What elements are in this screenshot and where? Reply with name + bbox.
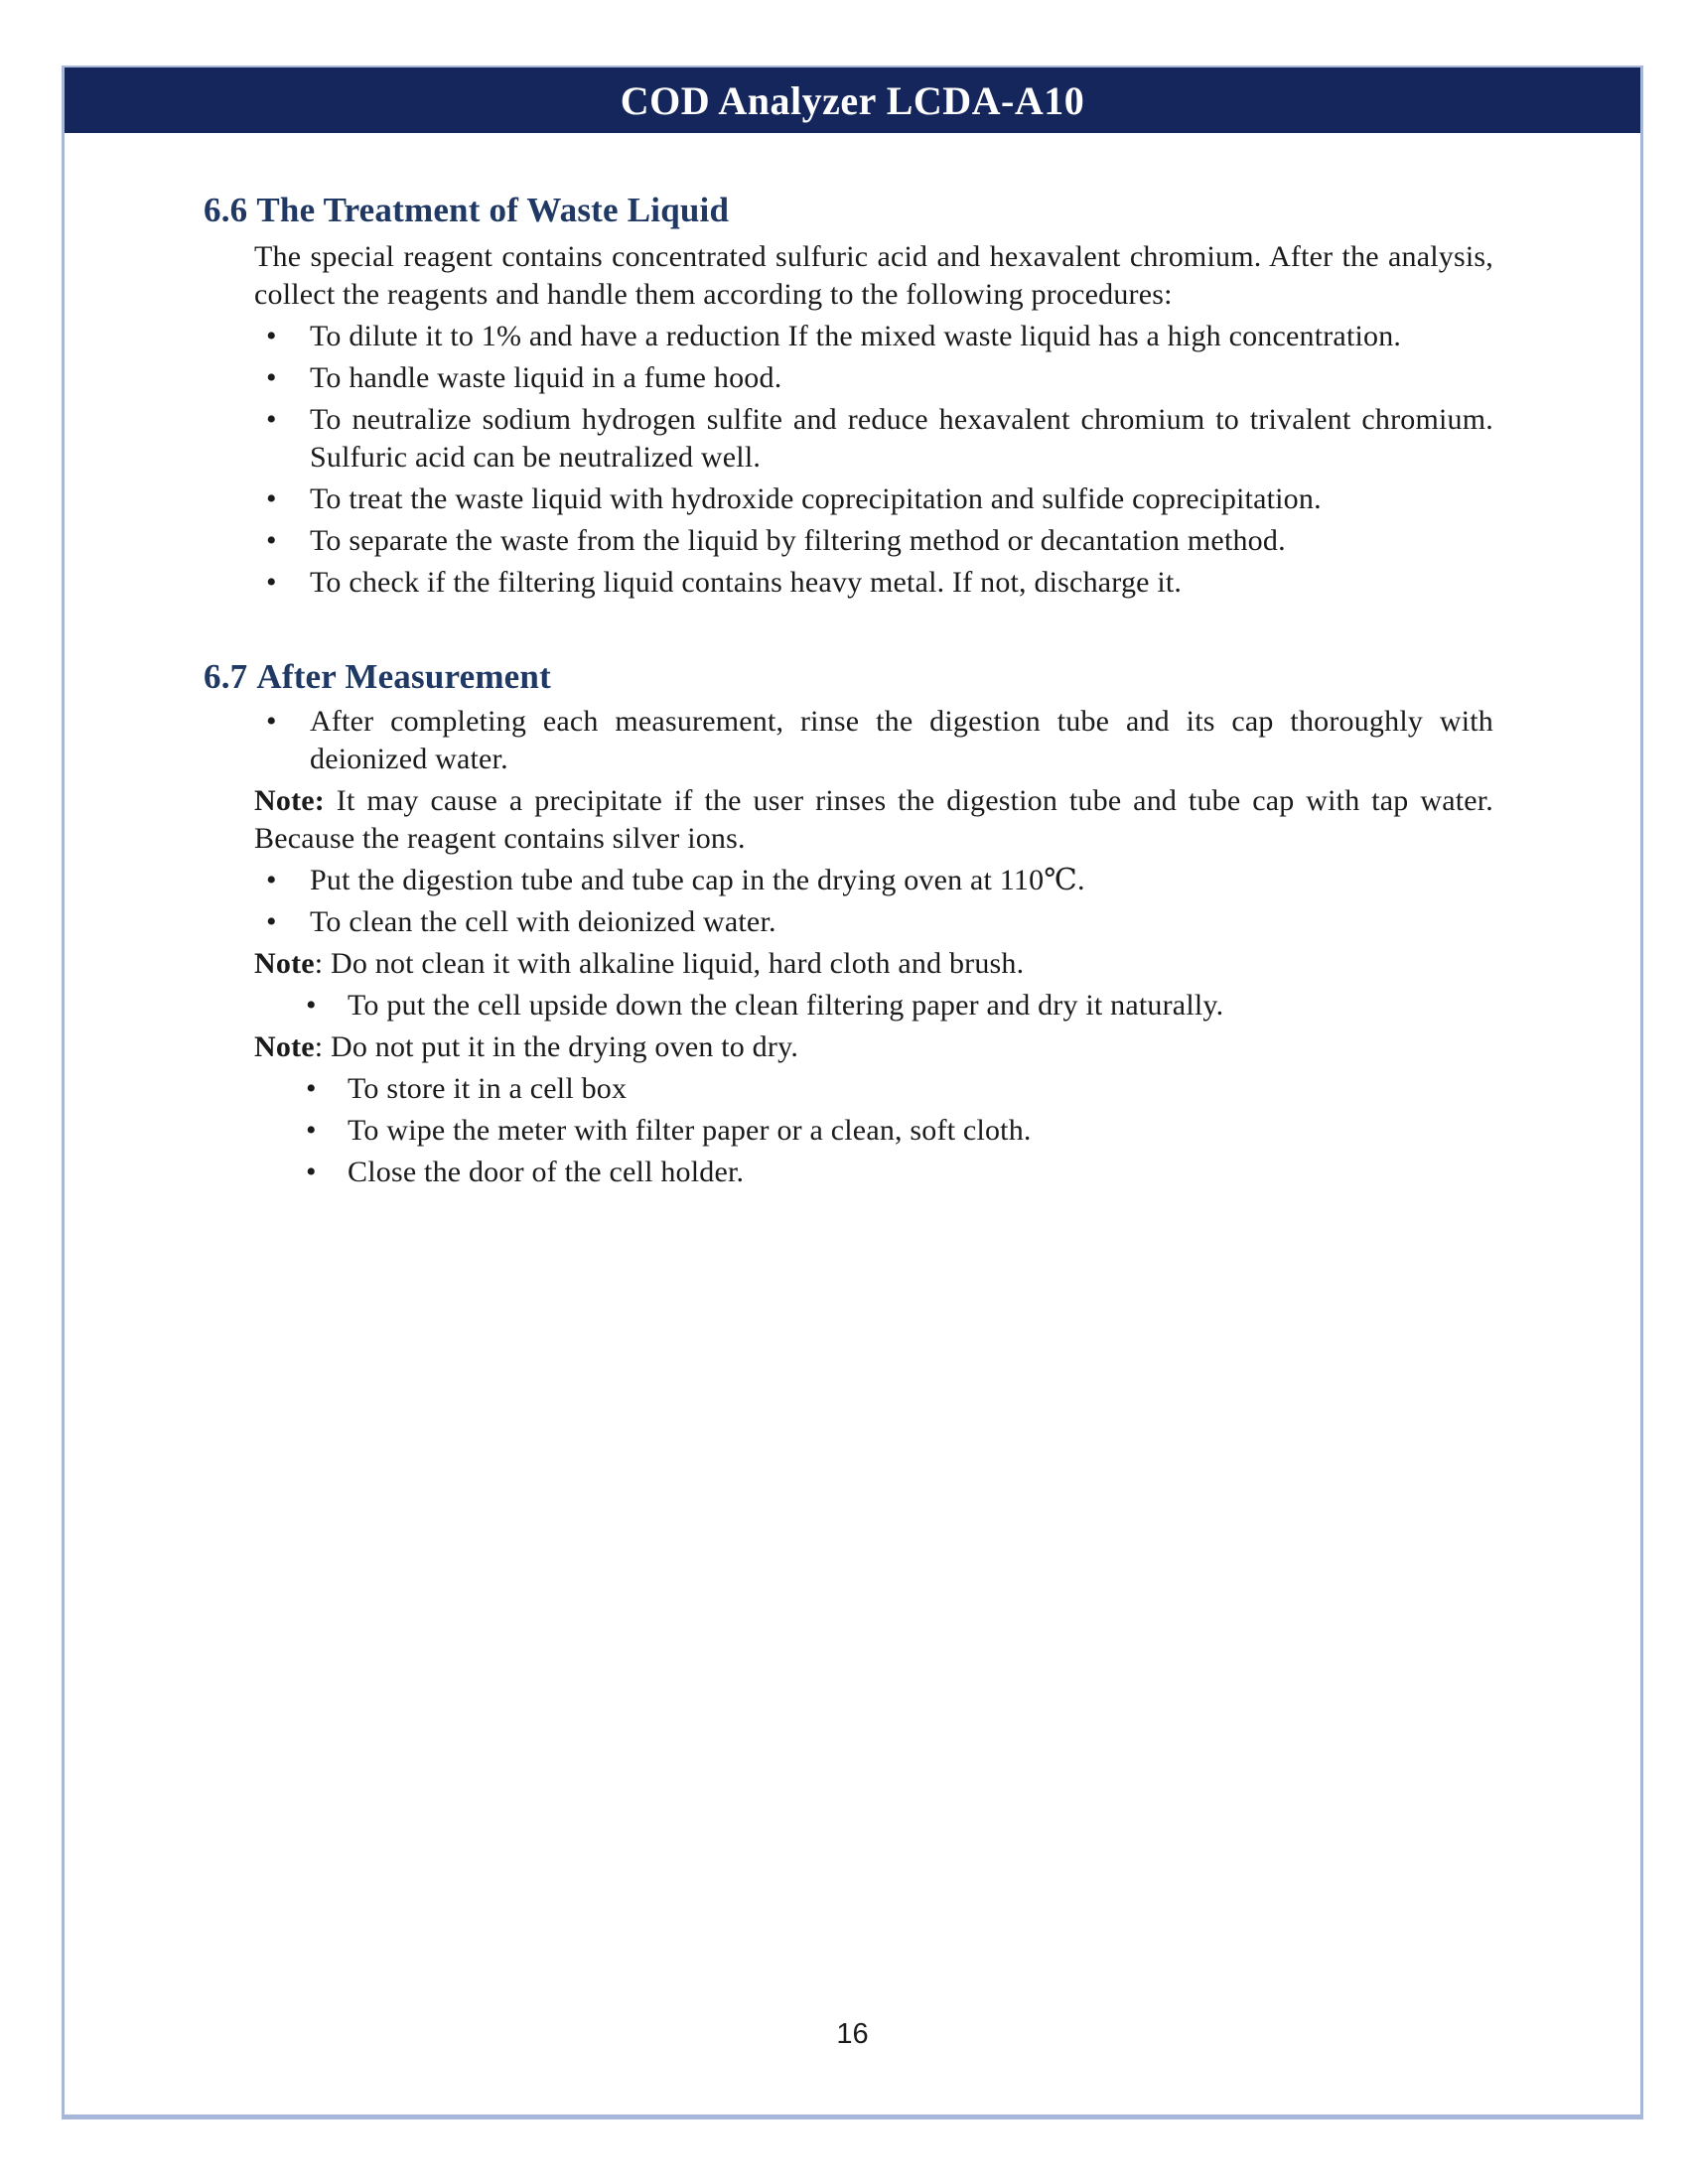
document-page xyxy=(62,66,1643,2119)
note-text: : Do not clean it with alkaline liquid, hard cloth and brush. xyxy=(314,947,1025,980)
page-content xyxy=(65,189,1640,1191)
document-title: COD Analyzer LCDA-A10 xyxy=(620,77,1085,123)
bullet-icon: • xyxy=(266,905,277,938)
bullet-icon: • xyxy=(266,705,277,738)
list-item-text: Close the door of the cell holder. xyxy=(348,1156,745,1188)
section-6-6-heading xyxy=(204,189,1493,232)
list-item-text: To clean the cell with deionized water. xyxy=(310,905,776,938)
list-item-text: Put the digestion tube and tube cap in the drying oven at 110℃. xyxy=(310,864,1085,896)
list-item-text: To separate the waste from the liquid by filtering method or decantation method. xyxy=(310,524,1286,557)
section-6-6-number: 6.6 xyxy=(204,191,248,229)
note-drying-oven xyxy=(254,1028,1493,1066)
list-item xyxy=(260,318,1493,355)
list-item xyxy=(300,987,1493,1024)
note-label: Note xyxy=(254,1030,315,1063)
list-item xyxy=(300,1070,1493,1108)
bullet-icon: • xyxy=(266,864,277,896)
list-item xyxy=(260,862,1493,899)
bullet-icon: • xyxy=(306,1156,317,1188)
section-6-7-number: 6.7 xyxy=(204,657,248,696)
note-precipitate xyxy=(254,782,1493,858)
list-item xyxy=(260,401,1493,477)
section-6-6-list xyxy=(204,318,1493,602)
list-item-text: To check if the filtering liquid contains heavy metal. If not, discharge it. xyxy=(310,566,1183,599)
bullet-icon: • xyxy=(306,989,317,1022)
list-item xyxy=(260,480,1493,518)
list-item-text: To put the cell upside down the clean filtering paper and dry it naturally. xyxy=(348,989,1224,1022)
list-item-text: To treat the waste liquid with hydroxide coprecipitation and sulfide coprecipitation. xyxy=(310,482,1322,515)
section-6-6-intro: The special reagent contains concentrated sulfuric acid and hexavalent chromium. After the analysis, collect the reagents and handle them according to the following procedures: xyxy=(254,240,1493,311)
list-item xyxy=(260,522,1493,560)
list-item-text: To store it in a cell box xyxy=(348,1072,628,1105)
list-item xyxy=(260,564,1493,602)
page-header-bar xyxy=(65,68,1640,133)
note-label: Note: xyxy=(254,784,325,817)
note-alkaline xyxy=(254,945,1493,983)
bullet-icon: • xyxy=(306,1114,317,1147)
bullet-icon: • xyxy=(266,482,277,515)
list-item-text: To neutralize sodium hydrogen sulfite and reduce hexavalent chromium to trivalent chromium. Sulfuric acid can be neutralized well. xyxy=(310,403,1493,474)
bullet-icon: • xyxy=(306,1072,317,1105)
list-item xyxy=(260,703,1493,778)
note-text: : Do not put it in the drying oven to dry. xyxy=(314,1030,799,1063)
list-item-text: To wipe the meter with filter paper or a clean, soft cloth. xyxy=(348,1114,1032,1147)
list-item-text: To dilute it to 1% and have a reduction If the mixed waste liquid has a high concentration. xyxy=(310,320,1402,352)
bullet-icon: • xyxy=(266,320,277,352)
bullet-icon: • xyxy=(266,361,277,394)
section-6-7-heading xyxy=(204,655,1493,699)
list-item-text: To handle waste liquid in a fume hood. xyxy=(310,361,782,394)
list-item xyxy=(260,359,1493,397)
page-footer xyxy=(65,2018,1640,2051)
list-item xyxy=(300,1154,1493,1191)
note-label: Note xyxy=(254,947,315,980)
page-number: 16 xyxy=(836,2018,869,2050)
list-item-text: After completing each measurement, rinse the digestion tube and its cap thoroughly with deionized water. xyxy=(310,705,1493,775)
bullet-icon: • xyxy=(266,566,277,599)
list-item xyxy=(300,1112,1493,1150)
bullet-icon: • xyxy=(266,524,277,557)
section-6-7-title: After Measurement xyxy=(256,657,551,696)
section-6-7-list xyxy=(204,703,1493,1191)
section-6-6-title: The Treatment of Waste Liquid xyxy=(256,191,730,229)
bullet-icon: • xyxy=(266,403,277,436)
note-text: It may cause a precipitate if the user rinses the digestion tube and tube cap with tap water. Because the reagent contains silver ions. xyxy=(254,784,1493,855)
list-item xyxy=(260,903,1493,941)
